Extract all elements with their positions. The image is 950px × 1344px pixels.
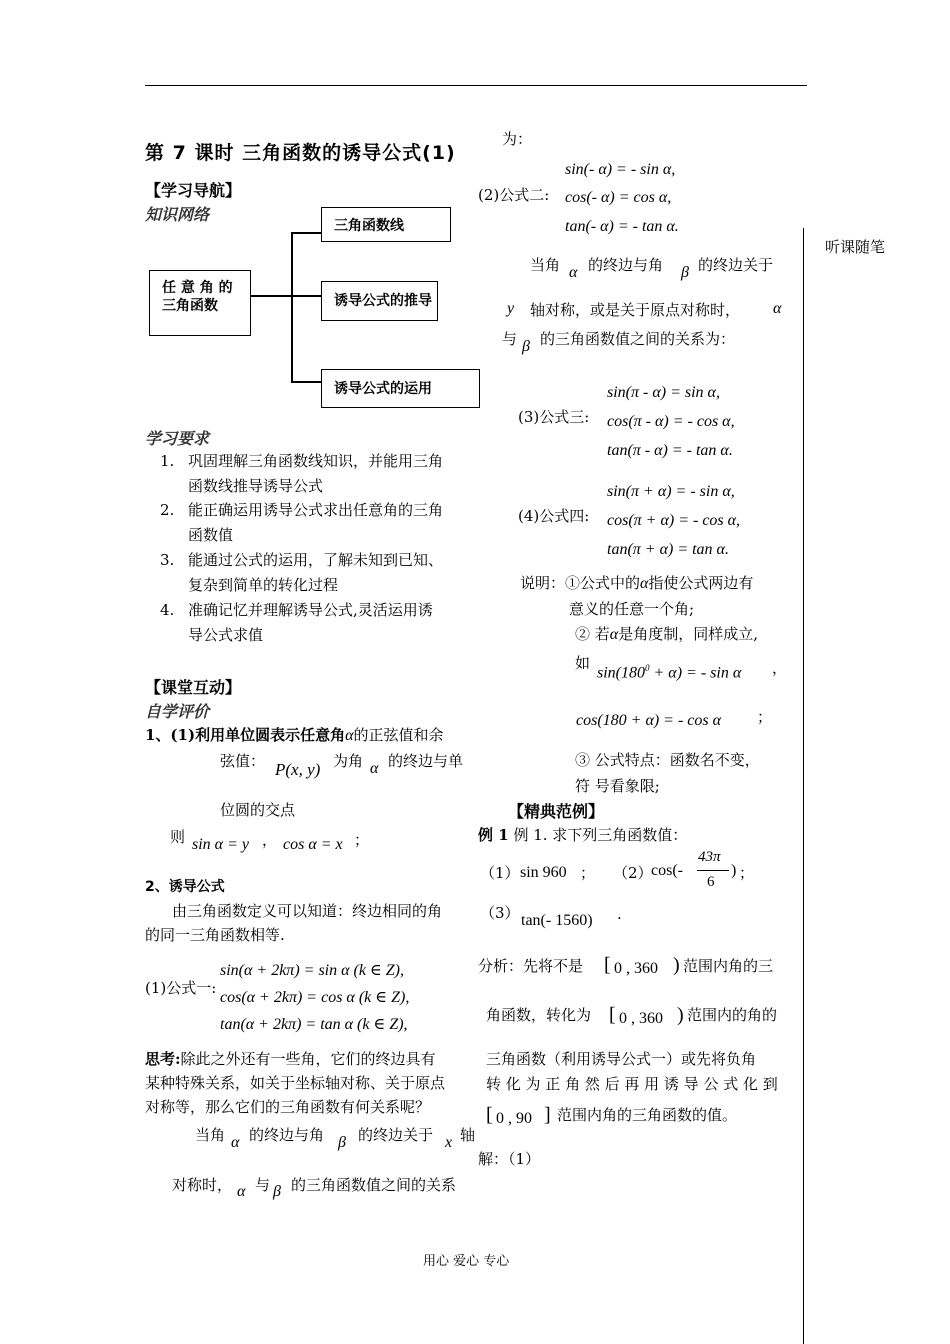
requirement-num: 2. bbox=[160, 501, 175, 519]
point-p: P(x, y) bbox=[275, 760, 321, 779]
margin-rule bbox=[803, 228, 804, 1344]
formula4-line: sin(π + α) = - sin α, bbox=[607, 483, 735, 500]
branch-box-2 bbox=[321, 281, 438, 321]
footer-text: 用心 爱心 专心 bbox=[423, 1254, 510, 1269]
problem-1: sin 960 bbox=[520, 864, 567, 881]
comma: ， bbox=[772, 659, 788, 677]
formula4-line: cos(π + α) = - cos α, bbox=[607, 512, 741, 529]
beta-symbol: β bbox=[338, 1134, 346, 1151]
formula1-line: cos(α + 2kπ) = cos α (k ∈ Z), bbox=[220, 989, 410, 1006]
problem-1-num: （1） bbox=[480, 864, 520, 882]
xsym-text: 的三角函数值之间的关系 bbox=[291, 1176, 457, 1194]
math-part: cos(180 bbox=[576, 712, 627, 729]
alpha-symbol: α bbox=[370, 760, 379, 777]
note-text: 说明：①公式中的 bbox=[520, 574, 641, 592]
root-box-line2: 三角函数 bbox=[162, 298, 218, 314]
beta-symbol: β bbox=[681, 264, 689, 281]
nav-heading: 【学习导航】 bbox=[145, 181, 242, 200]
xsym-text: 轴 bbox=[460, 1126, 476, 1144]
bracket-right: ) bbox=[677, 1004, 684, 1026]
branch-box-1 bbox=[321, 207, 451, 242]
branch-label-2: 诱导公式的推导 bbox=[334, 293, 432, 309]
top-rule bbox=[145, 85, 807, 86]
problem-2-b: ) bbox=[731, 862, 737, 879]
note-text: 是角度制，同样成立, bbox=[618, 625, 758, 643]
requirement-line: 能正确运用诱导公式求出任意角的三角 bbox=[188, 501, 444, 519]
formula1-label: (1)公式一: bbox=[145, 979, 217, 997]
branch-label-3: 诱导公式的运用 bbox=[334, 381, 432, 397]
q2-para-line2: 的同一三角函数相等. bbox=[145, 926, 285, 944]
q1-text: 1、(1)利用单位圆表示任意角 bbox=[145, 726, 346, 744]
math-part: sin(180 bbox=[597, 664, 645, 682]
sin-eq: sin α = y bbox=[192, 836, 249, 853]
formula2-line: cos(- α) = cos α, bbox=[565, 189, 672, 206]
xsym-text: 与 bbox=[255, 1176, 271, 1194]
think-line1 bbox=[145, 1048, 436, 1069]
formula3-line: cos(π - α) = - cos α, bbox=[607, 413, 735, 430]
range-1b: 0 , 360 bbox=[619, 1010, 663, 1027]
q1-line1 bbox=[145, 724, 444, 745]
bracket-right: ] bbox=[544, 1104, 551, 1126]
requirement-line: 导公式求值 bbox=[188, 626, 264, 644]
analysis-line2b: 范围内的角的 bbox=[687, 1006, 778, 1024]
wei-text: 为： bbox=[502, 130, 533, 148]
analysis-line3: 三角函数（利用诱导公式一）或先将负角 bbox=[486, 1050, 757, 1068]
bracket-left: [ bbox=[609, 1004, 616, 1026]
connector-branch-1 bbox=[291, 232, 322, 234]
beta-symbol: β bbox=[522, 338, 530, 355]
q1-then: 则 bbox=[170, 828, 186, 846]
bracket-left: [ bbox=[604, 954, 611, 976]
think-line2: 某种特殊关系，如关于坐标轴对称、关于原点 bbox=[145, 1074, 446, 1092]
math-part: tan(- 1560 bbox=[521, 912, 588, 929]
requirement-num: 3. bbox=[160, 551, 175, 569]
note-text: ② 若 bbox=[575, 625, 610, 643]
problem-2-a: cos(- bbox=[651, 862, 683, 879]
problem-2-num: （2） bbox=[613, 864, 653, 882]
solution-start: 解：（1） bbox=[478, 1150, 541, 1168]
math-part: + α) = - sin α bbox=[649, 664, 742, 682]
math-part: ) bbox=[587, 912, 593, 929]
problem-3 bbox=[521, 912, 593, 930]
period: . bbox=[617, 905, 622, 923]
problem-3-num: （3） bbox=[480, 904, 520, 922]
example1-line bbox=[478, 824, 687, 845]
problem-2-numerator: 43π bbox=[698, 849, 721, 865]
alpha-symbol: α bbox=[773, 300, 782, 317]
alpha-symbol: α bbox=[231, 1134, 240, 1151]
page-title: 第 7 课时 三角函数的诱导公式(1) bbox=[145, 142, 456, 164]
think-text: 除此之外还有一些角，它们的终边具有 bbox=[180, 1050, 436, 1068]
formula3-line: tan(π - α) = - tan α. bbox=[607, 442, 733, 459]
xsym-text: 对称时， bbox=[172, 1176, 233, 1194]
analysis-line5: 范围内角的三角函数的值。 bbox=[557, 1106, 738, 1124]
classroom-heading: 【课堂互动】 bbox=[145, 678, 242, 697]
note-line1 bbox=[520, 572, 753, 593]
think-line3: 对称等，那么它们的三角函数有何关系呢？ bbox=[145, 1098, 431, 1116]
network-heading: 知识网络 bbox=[145, 205, 210, 224]
fraction-bar bbox=[697, 870, 729, 871]
formula1-line: tan(α + 2kπ) = tan α (k ∈ Z), bbox=[220, 1016, 408, 1033]
bracket-right: ) bbox=[673, 954, 680, 976]
problem-2-denominator: 6 bbox=[707, 874, 715, 890]
analysis-line1: 分析：先将不是 bbox=[478, 957, 584, 975]
ysym-text: 的终边与角 bbox=[588, 256, 664, 274]
note-ru: 如 bbox=[575, 654, 591, 672]
note-line5: 符 号看象限; bbox=[575, 777, 660, 795]
formula3-line: sin(π - α) = sin α, bbox=[607, 384, 720, 401]
example-label: 例 1 bbox=[478, 826, 509, 844]
semicolon: ； bbox=[580, 864, 596, 882]
formula4-line: tan(π + α) = tan α. bbox=[607, 541, 729, 558]
range-2: 0 , 90 bbox=[496, 1110, 532, 1127]
root-box bbox=[149, 270, 251, 336]
note-line2: 意义的任意一个角; bbox=[569, 600, 695, 618]
analysis-line1b: 范围内角的三 bbox=[683, 957, 774, 975]
formula2-label: (2)公式二: bbox=[478, 186, 550, 204]
math-part: + α) = - cos α bbox=[626, 712, 722, 729]
q1-text-terminal: 的终边与单 bbox=[388, 752, 464, 770]
alpha-symbol: α bbox=[640, 575, 649, 592]
requirement-line: 巩固理解三角函数线知识，并能用三角 bbox=[188, 452, 444, 470]
ysym-text: 的终边关于 bbox=[698, 256, 774, 274]
formula1-line: sin(α + 2kπ) = sin α (k ∈ Z), bbox=[220, 962, 405, 979]
branch-box-3 bbox=[321, 369, 480, 408]
q2-heading: 2、诱导公式 bbox=[145, 879, 225, 895]
xsym-text: 当角 bbox=[195, 1126, 226, 1144]
analysis-line4: 转 化 为 正 角 然 后 再 用 诱 导 公 式 化 到 bbox=[486, 1075, 778, 1093]
x-symbol: x bbox=[445, 1134, 453, 1151]
alpha-symbol: α bbox=[569, 264, 578, 281]
ysym-text: 与 bbox=[502, 330, 518, 348]
xsym-text: 的终边与角 bbox=[249, 1126, 325, 1144]
alpha-symbol: α bbox=[237, 1183, 246, 1200]
requirement-line: 复杂到简单的转化过程 bbox=[188, 576, 339, 594]
note-text: 指使公式两边有 bbox=[648, 574, 754, 592]
analysis-line2: 角函数，转化为 bbox=[486, 1006, 592, 1024]
connector-root bbox=[251, 295, 292, 297]
semicolon: ； bbox=[354, 831, 370, 849]
bracket-left: [ bbox=[486, 1104, 493, 1126]
q1-text: 的正弦值和余 bbox=[353, 726, 444, 744]
requirement-num: 4. bbox=[160, 601, 175, 619]
requirement-line: 准确记忆并理解诱导公式,灵活运用诱 bbox=[188, 601, 433, 619]
comma: ， bbox=[262, 831, 278, 849]
ysym-text: 的三角函数值之间的关系为： bbox=[540, 330, 736, 348]
alpha-symbol: α bbox=[345, 727, 354, 744]
examples-heading: 【精典范例】 bbox=[508, 802, 605, 821]
requirements-heading: 学习要求 bbox=[145, 429, 210, 448]
semicolon: ； bbox=[757, 708, 773, 726]
formula2-line: tan(- α) = - tan α. bbox=[565, 218, 679, 235]
note-line3 bbox=[575, 623, 758, 644]
cos-eq: cos α = x bbox=[283, 836, 343, 853]
requirement-line: 函数值 bbox=[188, 526, 234, 544]
y-symbol: y bbox=[507, 300, 515, 317]
ysym-text: 当角 bbox=[530, 256, 561, 274]
formula4-label: (4)公式四: bbox=[518, 507, 590, 525]
connector-branch-3 bbox=[291, 381, 322, 383]
formula3-label: (3)公式三: bbox=[518, 408, 590, 426]
formula2-line: sin(- α) = - sin α, bbox=[565, 161, 676, 178]
semicolon: ； bbox=[739, 864, 755, 882]
degree-mark: 0 bbox=[645, 663, 650, 673]
alpha-symbol: α bbox=[609, 626, 619, 643]
root-box-line1: 任 意 角 的 bbox=[162, 280, 233, 296]
think-label: 思考: bbox=[145, 1050, 181, 1068]
q2-para-line1: 由三角函数定义可以知道：终边相同的角 bbox=[172, 902, 443, 920]
xsym-text: 的终边关于 bbox=[358, 1126, 434, 1144]
requirement-line: 函数线推导诱导公式 bbox=[188, 477, 324, 495]
range-1: 0 , 360 bbox=[614, 960, 658, 977]
side-note: 听课随笔 bbox=[825, 238, 886, 256]
self-eval-heading: 自学评价 bbox=[145, 702, 210, 721]
beta-symbol: β bbox=[273, 1183, 281, 1200]
connector-branch-2 bbox=[291, 295, 322, 297]
note-line4: ③ 公式特点：函数名不变， bbox=[575, 751, 760, 769]
q1-line3: 位圆的交点 bbox=[220, 801, 296, 819]
q1-line2: 弦值： bbox=[220, 752, 266, 770]
ysym-text: 轴对称，或是关于原点对称时， bbox=[530, 301, 741, 319]
note-sin-example bbox=[597, 663, 741, 682]
q1-text-angle: 为角 bbox=[333, 752, 364, 770]
example-text: 例 1. 求下列三角函数值： bbox=[513, 826, 688, 844]
branch-label-1: 三角函数线 bbox=[334, 218, 404, 234]
requirement-num: 1. bbox=[160, 452, 175, 470]
note-cos-example bbox=[576, 712, 721, 730]
connector-trunk bbox=[291, 232, 293, 382]
requirement-line: 能通过公式的运用，了解未知到已知、 bbox=[188, 551, 444, 569]
